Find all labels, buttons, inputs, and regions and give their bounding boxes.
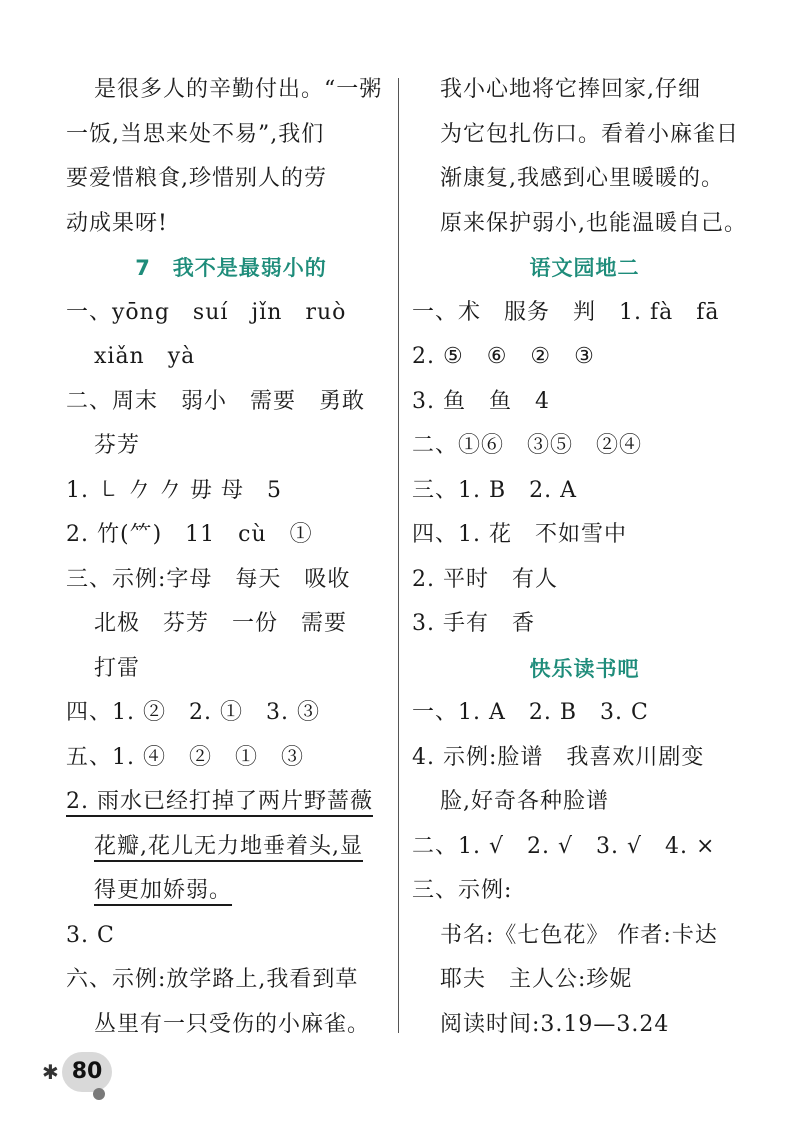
text-line: 阅读时间:3.19—3.24 bbox=[440, 1011, 670, 1037]
underlined-answer-line: 得更加娇弱。 bbox=[94, 878, 233, 903]
text-line: 3. 鱼 鱼 4 bbox=[412, 388, 550, 414]
text-line: 一、1. A 2. B 3. C bbox=[412, 700, 649, 725]
text-line: xiǎn yà bbox=[94, 344, 196, 369]
text-line: 1. ㇄ 𠂊 𠂊 毋 母 5 bbox=[66, 477, 282, 503]
text-line: 四、1. ② 2. ① 3. ③ bbox=[66, 700, 320, 725]
text-line: 五、1. ④ ② ① ③ bbox=[66, 744, 304, 770]
text-line: 原来保护弱小,也能温暖自己。 bbox=[440, 210, 747, 236]
text-line: 2. ⑤ ⑥ ② ③ bbox=[412, 344, 595, 369]
text-line: 丛里有一只受伤的小麻雀。 bbox=[94, 1011, 371, 1037]
star-icon: ✱ bbox=[42, 1060, 59, 1084]
text-line: 三、1. B 2. A bbox=[412, 477, 578, 503]
text-line: 3. C bbox=[66, 922, 115, 948]
text-line: 三、示例: bbox=[412, 878, 513, 903]
section-heading: 语文园地二 bbox=[529, 256, 640, 280]
text-line: 打雷 bbox=[94, 655, 141, 681]
left-column bbox=[66, 68, 396, 1047]
text-line: 4. 示例:脸谱 我喜欢川剧变 bbox=[412, 744, 705, 770]
text-line: 四、1. 花 不如雪中 bbox=[412, 522, 627, 547]
text-line: 要爱惜粮食,珍惜别人的劳 bbox=[66, 166, 327, 191]
text-line: 为它包扎伤口。看着小麻雀日 bbox=[440, 121, 740, 147]
text-line: 北极 芬芳 一份 需要 bbox=[94, 611, 348, 636]
underlined-answer-line: 花瓣,花儿无力地垂着头,显 bbox=[94, 833, 363, 859]
right-column bbox=[412, 68, 757, 1047]
text-line: 我小心地将它捧回家,仔细 bbox=[440, 77, 701, 102]
text-line: 六、示例:放学路上,我看到草 bbox=[66, 967, 359, 992]
underlined-answer-line: 2. 雨水已经打掉了两片野蔷薇 bbox=[66, 789, 373, 814]
text-line: 渐康复,我感到心里暖暖的。 bbox=[440, 166, 724, 191]
text-line: 3. 手有 香 bbox=[412, 611, 535, 636]
text-line: 一、术 服务 判 1. fà fā bbox=[412, 299, 720, 325]
text-line: 脸,好奇各种脸谱 bbox=[440, 789, 609, 814]
text-line: 三、示例:字母 每天 吸收 bbox=[66, 566, 351, 592]
text-line: 二、1. √ 2. √ 3. √ 4. × bbox=[412, 833, 716, 859]
text-line: 一、yōng suí jǐn ruò bbox=[66, 299, 347, 325]
text-line: 2. 竹(⺮) 11 cù ① bbox=[66, 522, 313, 547]
section-heading: 快乐读书吧 bbox=[529, 656, 640, 681]
section-heading: 7 我不是最弱小的 bbox=[135, 256, 327, 280]
text-line: 二、①⑥ ③⑤ ②④ bbox=[412, 433, 643, 458]
text-line: 二、周末 弱小 需要 勇敢 bbox=[66, 388, 366, 414]
text-line: 耶夫 主人公:珍妮 bbox=[440, 967, 633, 992]
text-line: 是很多人的辛勤付出。“一粥 bbox=[94, 77, 383, 102]
text-line: 一饭,当思来处不易”,我们 bbox=[66, 121, 325, 147]
text-line: 芬芳 bbox=[94, 433, 141, 458]
dot-decoration bbox=[93, 1088, 105, 1100]
text-line: 书名:《七色花》 作者:卡达 bbox=[440, 922, 718, 948]
text-line: 2. 平时 有人 bbox=[412, 566, 558, 592]
text-line: 动成果呀! bbox=[66, 210, 168, 236]
column-divider bbox=[398, 78, 399, 1033]
page-number: 80 bbox=[62, 1052, 112, 1092]
